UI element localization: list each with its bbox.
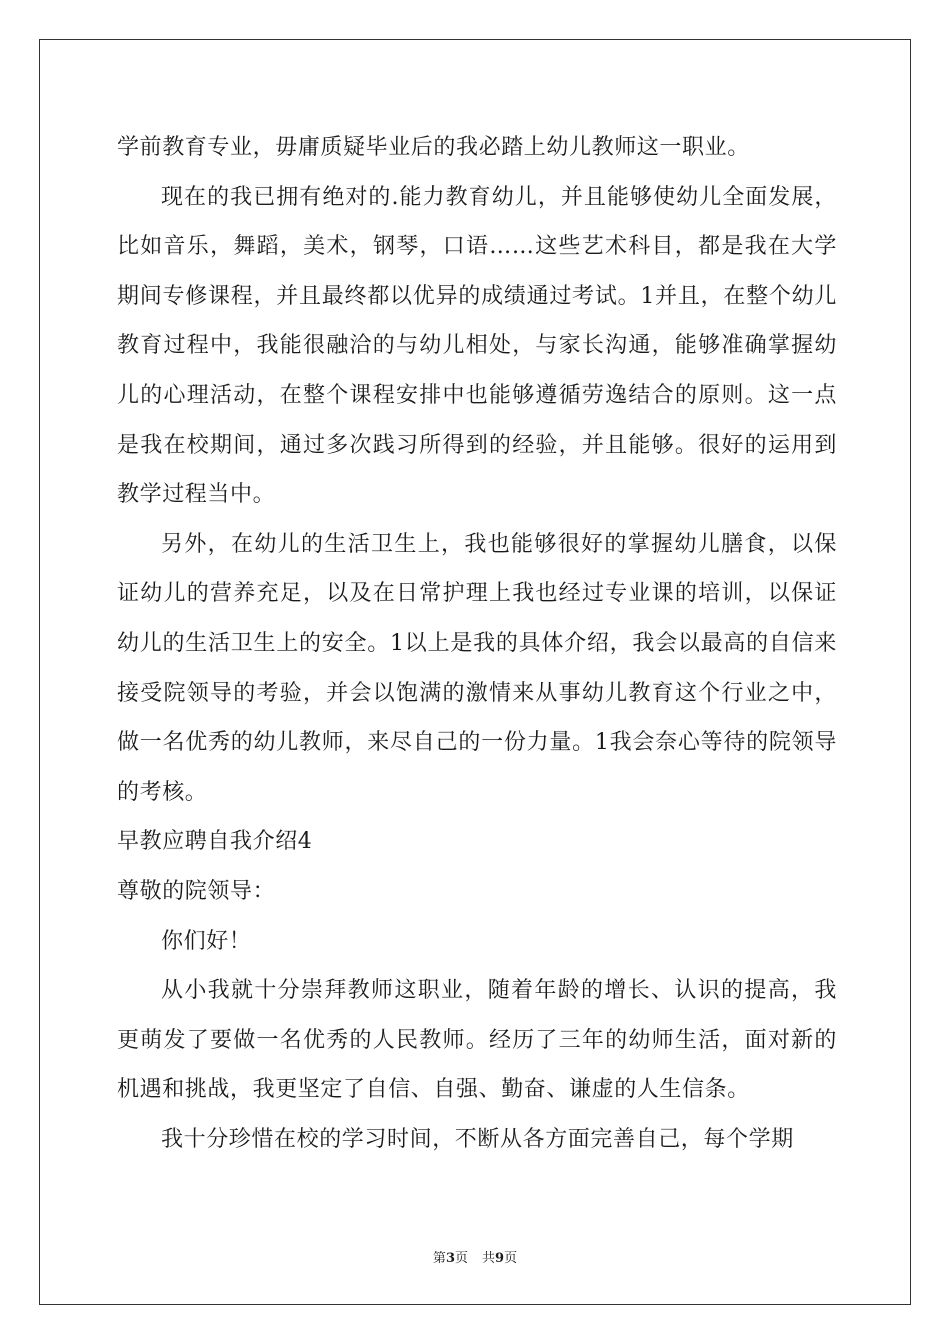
greeting: 你们好！ (161, 928, 252, 954)
footer-page-number: 3 (445, 1251, 455, 1266)
section-heading: 早教应聘自我介绍4 (117, 829, 313, 855)
paragraph-3: 另外，在幼儿的生活卫生上，我也能够很好的掌握幼儿膳食，以保证幼儿的营养充足，以及在日常护理上我也经过专业课的培训，以保证幼儿的生活卫生上的安全。1以上是我的具体介绍，我会以最高的自信来接受院领导的考验，并会以饱满的激情来从事幼儿教育这个行业之中，做一名优秀的幼儿教师，来尽自己的一份力量。1我会奈心等待的院领导的考核。 (117, 531, 837, 805)
salutation: 尊敬的院领导： (117, 878, 276, 904)
document-body (117, 123, 837, 1164)
footer-total-number: 9 (495, 1251, 505, 1266)
footer-total-suffix: 页 (504, 1251, 518, 1266)
paragraph-5: 我十分珍惜在校的学习时间，不断从各方面完善自己，每个学期 (161, 1126, 794, 1152)
paragraph-1: 学前教育专业，毋庸质疑毕业后的我必踏上幼儿教师这一职业。 (117, 135, 750, 160)
paragraph-4: 从小我就十分崇拜教师这职业，随着年龄的增长、认识的提高，我更萌发了要做一名优秀的人民教师。经历了三年的幼师生活，面对新的机遇和挑战，我更坚定了自信、自强、勤奋、谦虚的人生信条。 (117, 978, 837, 1103)
footer-page-prefix: 第 (432, 1251, 446, 1266)
page-footer (0, 1247, 950, 1266)
paragraph-2: 现在的我已拥有绝对的.能力教育幼儿，并且能够使幼儿全面发展，比如音乐，舞蹈，美术，钢琴，口语……这些艺术科目，都是我在大学期间专修课程，并且最终都以优异的成绩通过考试。1并且，在整个幼儿教育过程中，我能很融洽的与幼儿相处，与家长沟通，能够准确掌握幼儿的心理活动，在整个课程安排中也能够遵循劳逸结合的原则。这一点是我在校期间，通过多次践习所得到的经验，并且能够。很好的运用到教学过程当中。 (117, 184, 837, 508)
footer-page-suffix: 页 (454, 1251, 468, 1266)
footer-total-prefix: 共 (482, 1251, 496, 1266)
